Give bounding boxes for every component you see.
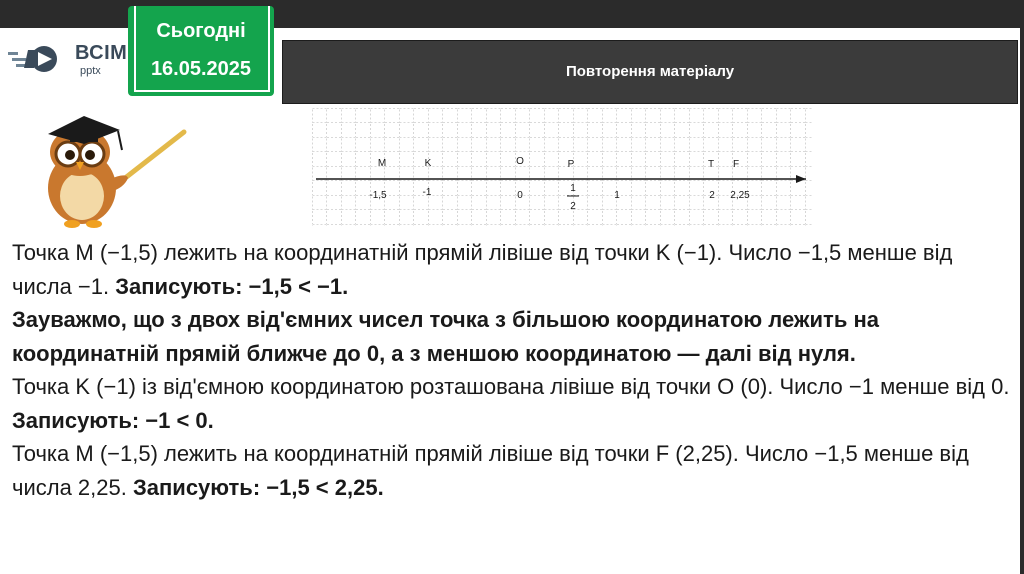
tick-label-o: 0 [517,190,523,201]
p4-text: Точка M (−1,5) лежить на координатній прямій лівіше від точки F (2,25). Число −1,5 менше від числа 2,25. [12,441,969,500]
point-label-t: T [707,159,715,170]
paragraph-1 [12,236,1016,303]
point-label-o: O [516,156,524,167]
p4-bold: Записують: −1,5 < 2,25. [132,474,384,500]
explanation-text [12,236,1016,504]
tick-label-k: -1 [422,187,432,198]
header-bar [282,40,1018,104]
tick-label-f: 2,25 [730,190,750,201]
logo-sub: pptx [80,65,101,77]
point-label-k: K [424,158,432,169]
logo-brand: ВСІМ [75,42,128,64]
p1-text: Точка M (−1,5) лежить на координатній прямій лівіше від точки K (−1). Число −1,5 менше від числа −1. [12,240,953,299]
fraction-numerator: 1 [570,183,576,194]
point-label-p: P [567,159,575,170]
tick-label-m: -1,5 [369,190,387,201]
owl-teacher-illustration [34,104,194,230]
date-value: 16.05.2025 [150,58,252,80]
p3-text: Точка K (−1) із від'ємною координатою розташована лівіше від точки O (0). Число −1 менше від 0. [12,374,1010,399]
p1-bold: Записують: −1,5 < −1. [115,273,349,299]
vsim-logo [8,40,128,80]
point-label-m: M [377,158,387,169]
paragraph-3 [12,370,1016,437]
speed-arrow-icon [8,40,74,80]
fraction-denominator: 2 [570,201,576,212]
date-label: Сьогодні [156,20,246,42]
point-label-f: F [732,159,740,170]
coordinate-line-figure [312,108,812,226]
paragraph-2: Зауважмо, що з двох від'ємних чисел точка з більшою координатою лежить на координатній прямій ближче до 0, а з меншою координатою — далі від нуля. [12,307,879,366]
p3-bold: Записують: −1 < 0. [12,407,214,433]
header-title: Повторення матеріалу [565,63,735,80]
tick-label-2: 2 [709,190,715,201]
tick-label-1: 1 [614,190,620,201]
paragraph-4 [12,437,1016,504]
date-badge [128,6,274,96]
